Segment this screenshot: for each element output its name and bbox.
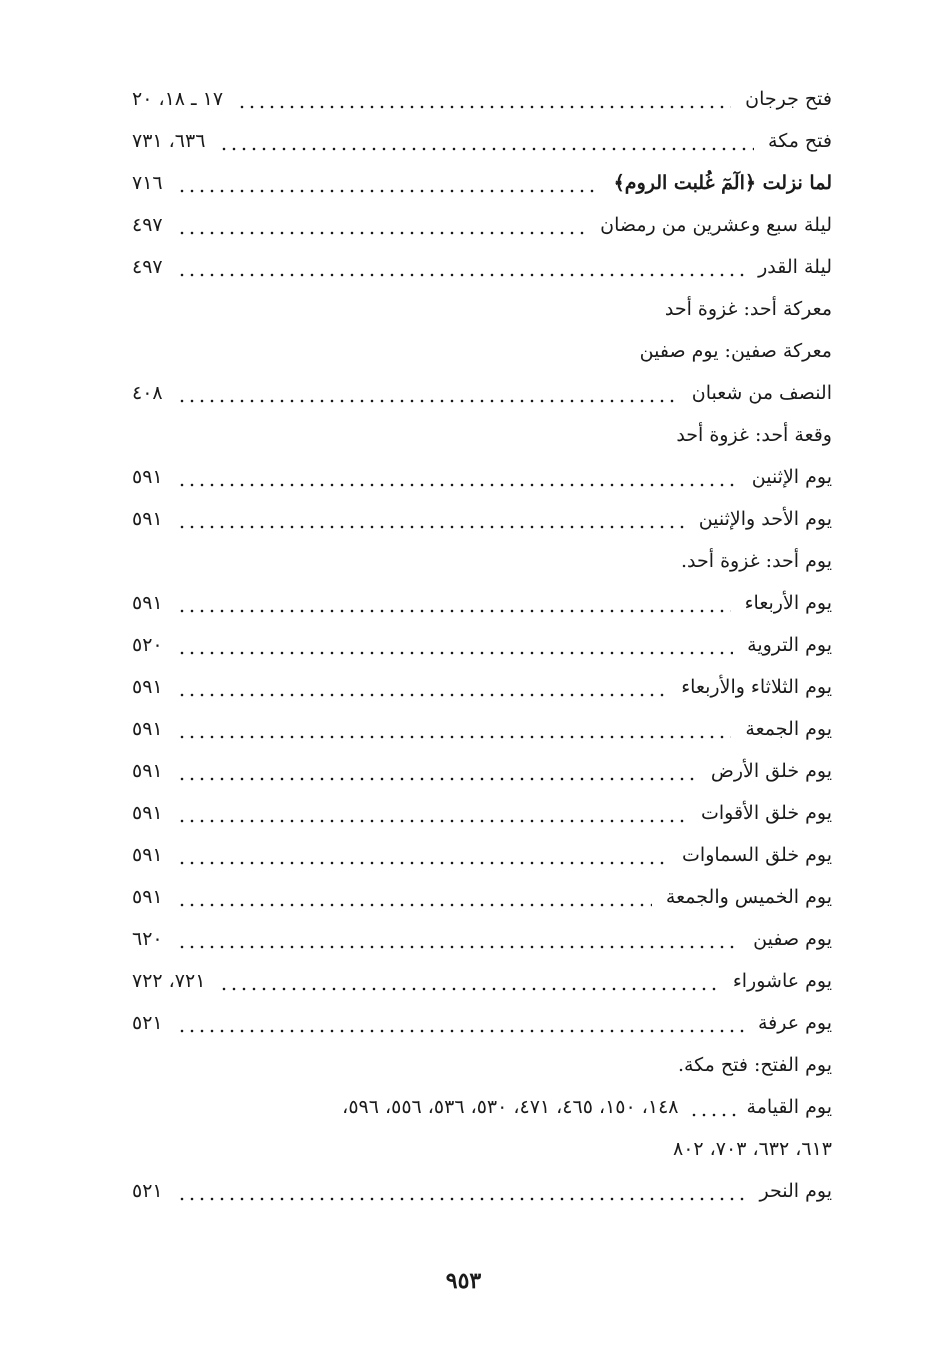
entry-pages: ٥٢١ bbox=[132, 1180, 163, 1202]
index-entry bbox=[132, 708, 832, 750]
entry-term: لما نزلت ﴿الٓمٓ غُلبت الروم﴾ bbox=[613, 172, 832, 194]
entry-term: يوم الثلاثاء والأربعاء bbox=[681, 676, 832, 698]
index-entry bbox=[132, 162, 832, 204]
dot-leader bbox=[177, 634, 734, 656]
entry-pages: ١٤٨، ١٥٠، ٤٦٥، ٤٧١، ٥٣٠، ٥٣٦، ٥٥٦، ٥٩٦، bbox=[342, 1096, 679, 1118]
dot-leader bbox=[177, 802, 687, 824]
dot-leader bbox=[177, 382, 678, 404]
dot-leader bbox=[177, 214, 587, 236]
index-entry-multiline bbox=[132, 1086, 832, 1170]
dot-leader bbox=[219, 970, 718, 992]
entry-term: يوم الجمعة bbox=[745, 718, 832, 740]
dot-leader bbox=[177, 844, 668, 866]
dot-leader bbox=[177, 718, 732, 740]
dot-leader bbox=[177, 256, 745, 278]
index-entry bbox=[132, 372, 832, 414]
index-entry bbox=[132, 78, 832, 120]
index-entry bbox=[132, 204, 832, 246]
dot-leader bbox=[177, 760, 697, 782]
entry-pages: ٤٠٨ bbox=[132, 382, 163, 404]
dot-leader bbox=[219, 130, 754, 152]
index-entry bbox=[132, 918, 832, 960]
dot-leader bbox=[237, 88, 731, 110]
entry-term: يوم خلق الأرض bbox=[710, 760, 832, 782]
dot-leader bbox=[177, 1180, 746, 1202]
entry-term: يوم عرفة bbox=[758, 1012, 832, 1034]
index-entry-cross-reference bbox=[132, 414, 832, 456]
entry-term: يوم القيامة bbox=[746, 1096, 832, 1118]
index-entry bbox=[132, 120, 832, 162]
dot-leader bbox=[177, 508, 685, 530]
entry-pages: ٧٢١، ٧٢٢ bbox=[132, 970, 206, 992]
entry-pages: ٤٩٧ bbox=[132, 214, 163, 236]
index-entry-cross-reference bbox=[132, 288, 832, 330]
entry-term: ليلة سبع وعشرين من رمضان bbox=[600, 214, 832, 236]
entry-term: يوم الخميس والجمعة bbox=[665, 886, 832, 908]
entry-pages: ٥٩١ bbox=[132, 676, 163, 698]
entry-term: يوم التروية bbox=[747, 634, 832, 656]
index-entry-cross-reference bbox=[132, 1044, 832, 1086]
entry-pages: ٥٩١ bbox=[132, 802, 163, 824]
dot-leader bbox=[689, 1096, 737, 1118]
index-list bbox=[132, 78, 832, 1212]
entry-continuation-line bbox=[132, 1128, 832, 1170]
entry-pages: ١٧ ـ ١٨، ٢٠ bbox=[132, 88, 224, 110]
index-entry-cross-reference bbox=[132, 330, 832, 372]
entry-pages: ٦٣٦، ٧٣١ bbox=[132, 130, 206, 152]
dot-leader bbox=[177, 1012, 744, 1034]
index-entry bbox=[132, 792, 832, 834]
entry-pages: ٤٩٧ bbox=[132, 256, 163, 278]
entry-term: يوم الإثنين bbox=[751, 466, 832, 488]
entry-term: يوم خلق السماوات bbox=[682, 844, 832, 866]
dot-leader bbox=[177, 928, 740, 950]
dot-leader bbox=[177, 676, 668, 698]
entry-term: يوم صفين bbox=[753, 928, 832, 950]
entry-term: يوم خلق الأقوات bbox=[700, 802, 832, 824]
index-entry bbox=[132, 876, 832, 918]
entry-term: يوم الأربعاء bbox=[744, 592, 832, 614]
dot-leader bbox=[177, 172, 600, 194]
entry-term: النصف من شعبان bbox=[691, 382, 832, 404]
index-entry bbox=[132, 1170, 832, 1212]
entry-term: معركة أحد: غزوة أحد bbox=[664, 298, 832, 320]
index-entry bbox=[132, 624, 832, 666]
entry-pages: ٥٩١ bbox=[132, 886, 163, 908]
entry-term: يوم الفتح: فتح مكة. bbox=[677, 1054, 832, 1076]
entry-pages-continued: ٦١٣، ٦٣٢، ٧٠٣، ٨٠٢ bbox=[672, 1138, 832, 1160]
entry-pages: ٥٩١ bbox=[132, 466, 163, 488]
index-entry bbox=[132, 1002, 832, 1044]
index-entry bbox=[132, 246, 832, 288]
entry-pages: ٥٩١ bbox=[132, 508, 163, 530]
entry-pages: ٥٩١ bbox=[132, 592, 163, 614]
index-entry bbox=[132, 960, 832, 1002]
entry-term: يوم الأحد والإثنين bbox=[698, 508, 832, 530]
entry-term: يوم عاشوراء bbox=[732, 970, 832, 992]
index-entry bbox=[132, 750, 832, 792]
dot-leader bbox=[177, 592, 731, 614]
entry-pages: ٦٢٠ bbox=[132, 928, 163, 950]
entry-pages: ٥٢٠ bbox=[132, 634, 163, 656]
entry-term: يوم أحد: غزوة أحد. bbox=[681, 550, 832, 572]
entry-term: ليلة القدر bbox=[758, 256, 832, 278]
dot-leader bbox=[177, 466, 738, 488]
entry-term: فتح جرجان bbox=[745, 88, 832, 110]
index-entry-cross-reference bbox=[132, 540, 832, 582]
index-entry bbox=[132, 498, 832, 540]
entry-term: معركة صفين: يوم صفين bbox=[639, 340, 832, 362]
entry-first-line bbox=[132, 1086, 832, 1128]
index-entry bbox=[132, 834, 832, 876]
entry-pages: ٥٢١ bbox=[132, 1012, 163, 1034]
entry-pages: ٥٩١ bbox=[132, 718, 163, 740]
entry-pages: ٥٩١ bbox=[132, 844, 163, 866]
dot-leader bbox=[177, 886, 652, 908]
index-entry bbox=[132, 456, 832, 498]
entry-term: فتح مكة bbox=[768, 130, 832, 152]
entry-pages: ٥٩١ bbox=[132, 760, 163, 782]
entry-pages: ٧١٦ bbox=[132, 172, 163, 194]
index-entry bbox=[132, 666, 832, 708]
index-entry bbox=[132, 582, 832, 624]
entry-term: وقعة أحد: غزوة أحد bbox=[676, 424, 832, 446]
page-number: ٩٥٣ bbox=[445, 1268, 482, 1294]
entry-term: يوم النحر bbox=[759, 1180, 832, 1202]
